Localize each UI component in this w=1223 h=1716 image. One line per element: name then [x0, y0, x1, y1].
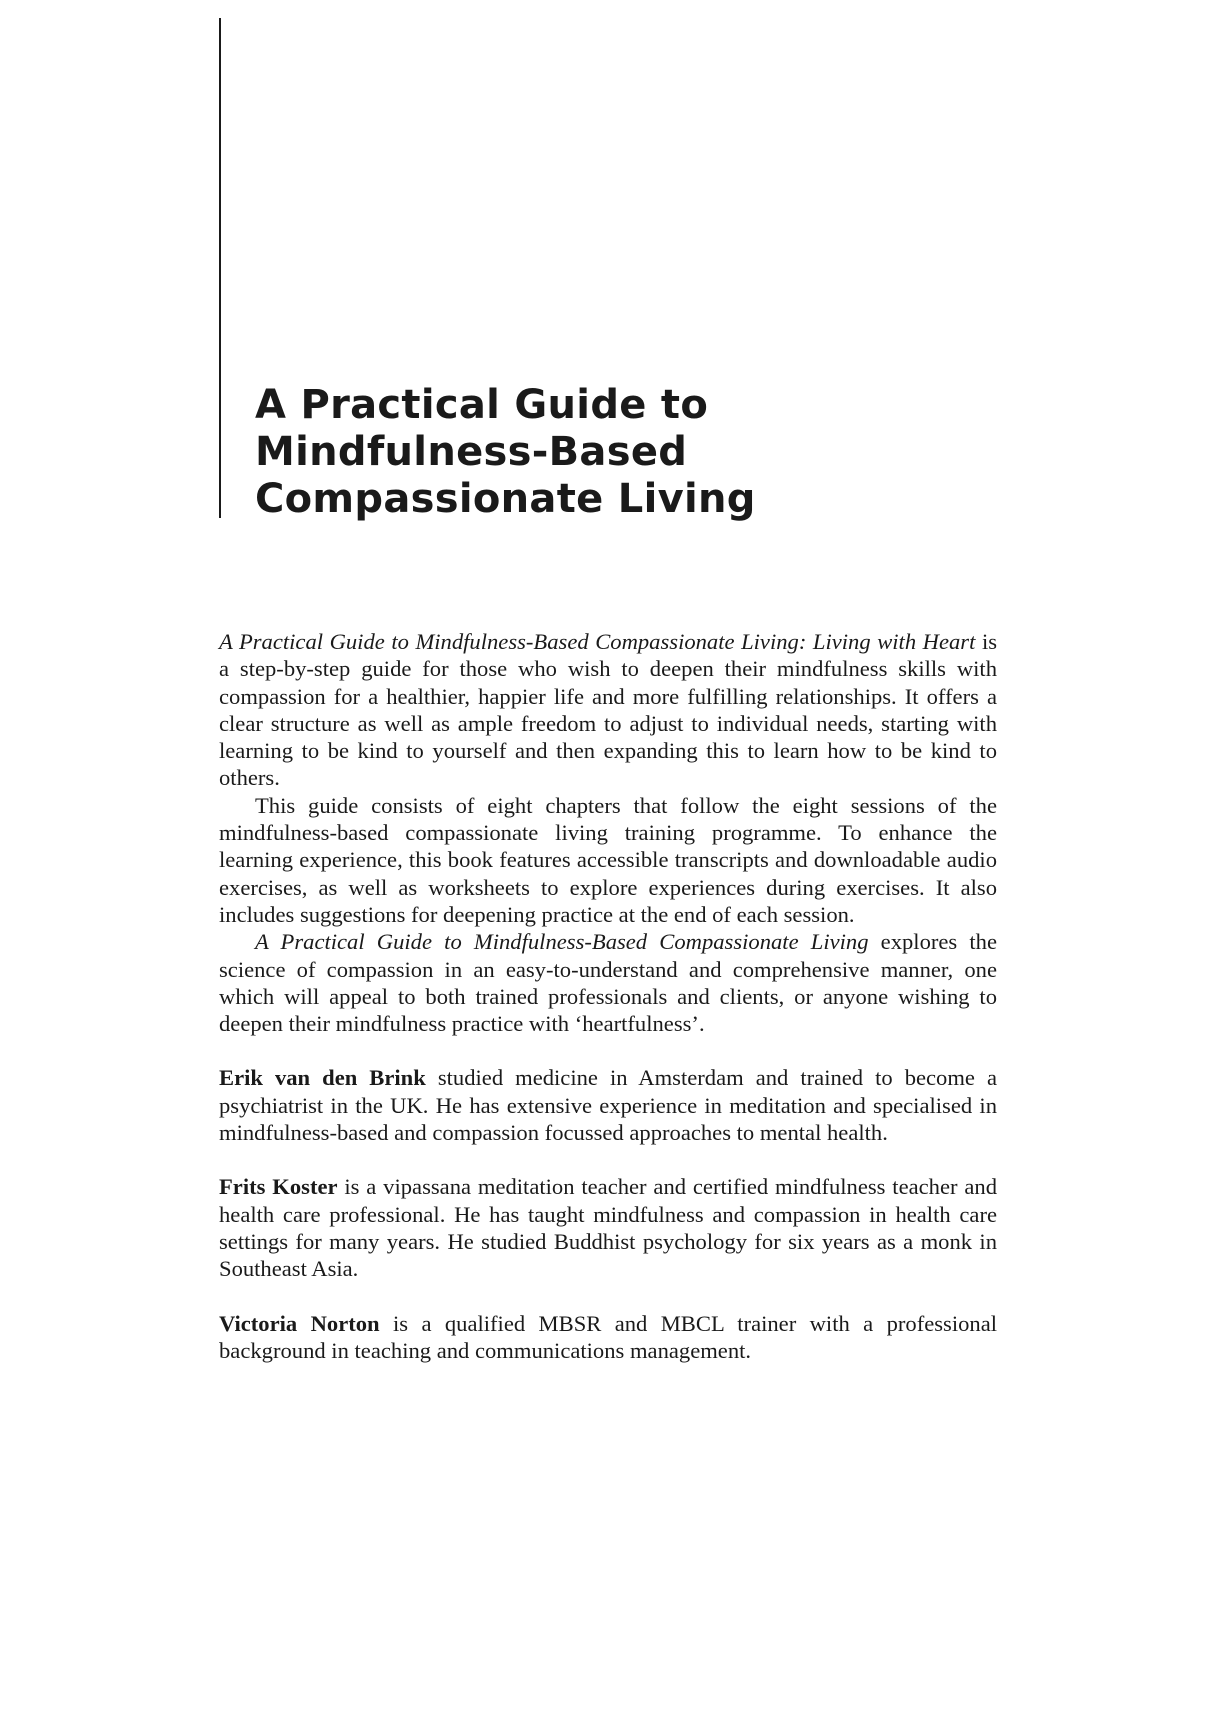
- author-bio-text: studied medicine in Amsterdam and trained to become a psychiatrist in the UK. He has extensive experience in meditation and specialised in mindfulness-based and compassion focussed approaches to mental health.: [219, 1065, 997, 1146]
- book-title-italic: A Practical Guide to Mindfulness-Based Compassionate Living: [255, 929, 869, 955]
- book-title: [255, 382, 1055, 523]
- book-title-italic: A Practical Guide to Mindfulness-Based Compassionate Living: Living with Heart: [219, 629, 976, 654]
- back-cover-text: [219, 628, 997, 1364]
- book-title-line-3: Compassionate Living: [255, 476, 756, 522]
- author-bio-text: is a qualified MBSR and MBCL trainer with a professional background in teaching and communications management.: [219, 1310, 998, 1363]
- description-paragraph-2: [219, 792, 997, 928]
- author-bio-frits-koster: [219, 1173, 997, 1282]
- author-bio-erik-van-den-brink: [219, 1064, 997, 1146]
- author-name: Erik van den Brink: [219, 1065, 426, 1091]
- book-title-line-2: Mindfulness-Based: [255, 429, 688, 475]
- description-text: explores the science of compassion in an easy-to-understand and comprehensive manner, one which will appeal to both trained professionals and clients, or anyone wishing to deepen their mindfulness practice with ‘heartfulness’.: [219, 929, 997, 1037]
- description-text: This guide consists of eight chapters that follow the eight sessions of the mindfulness-based compassionate living training programme. To enhance the learning experience, this book features accessible transcripts and downloadable audio exercises, as well as worksheets to explore experiences during exercises. It also includes suggestions for deepening practice at the end of each session.: [219, 792, 997, 927]
- vertical-rule: [219, 18, 221, 518]
- author-name: Victoria Norton: [219, 1310, 380, 1336]
- author-bio-victoria-norton: [219, 1310, 997, 1365]
- author-name: Frits Koster: [219, 1174, 338, 1200]
- description-paragraph-3: [219, 928, 997, 1037]
- description-paragraph-1: [219, 628, 997, 792]
- description-text: is a step-by-step guide for those who wish to deepen their mindfulness skills with compassion for a healthier, happier life and more fulfilling relationships. It offers a clear structure as well as ample freedom to adjust to individual needs, starting with learning to be kind to yourself and then expanding this to learn how to be kind to others.: [219, 629, 998, 791]
- author-bio-text: is a vipassana meditation teacher and certified mindfulness teacher and health care professional. He has taught mindfulness and compassion in health care settings for many years. He studied Buddhist psychology for six years as a monk in Southeast Asia.: [219, 1174, 997, 1282]
- book-title-line-1: A Practical Guide to: [255, 382, 709, 428]
